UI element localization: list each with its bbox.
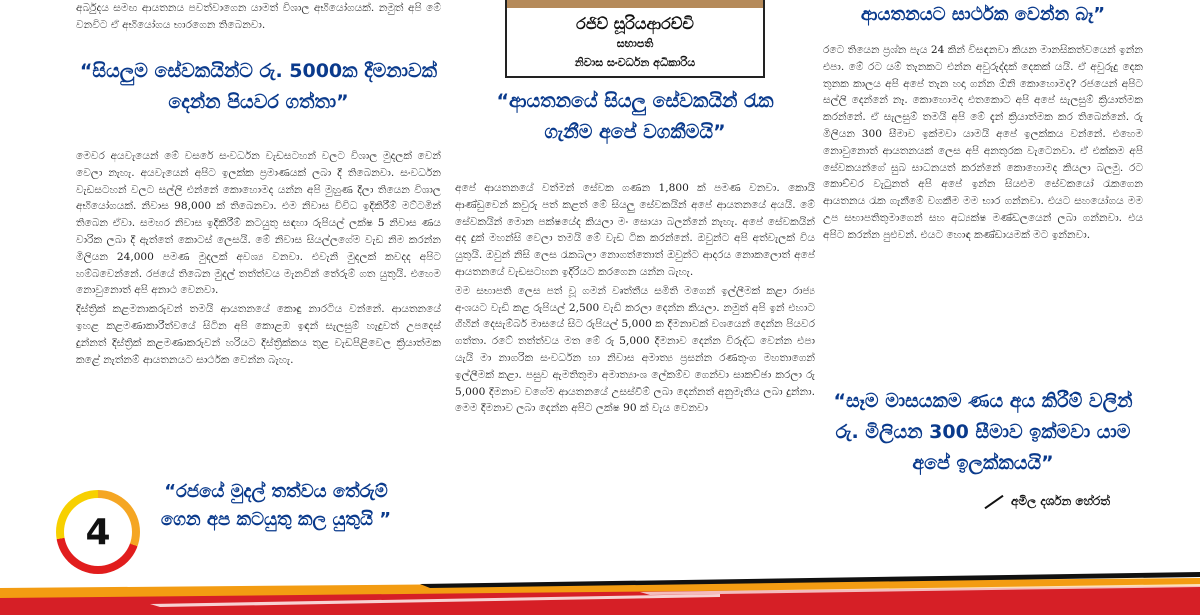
pull-quote: “රජයේ මුදල් තත්වය තේරුම් ගෙන අප කටයුතු කල යුතුයි ” (160, 481, 392, 530)
column-1-intro (76, 0, 441, 34)
author-name: අමිල දර්ශන හේරත් (1011, 494, 1111, 508)
column-1-body (76, 148, 441, 368)
page-number: 4 (85, 511, 111, 553)
organization-name: නිවාස සංවර්ධන අධිකාරිය (574, 56, 696, 69)
body-paragraph: රටෙ තියෙන ප්‍රශ්න පැය 24 කින් විසඳනවා කියන මානසිකත්වයෙන් ඉන්න එපා. මේ රට යම් තැනකට එන්න අවුරුද්දක් දෙකක් යයි. ඒ අවුරුදු දෙක තුනක කාලය අපි අපේ තැන හදා ගන්න ඕනි කොහොමද? රජයෙන් අපිට සල්ලි දෙන්නේ නෑ. කොහොමද එතකොට අපි අපේ සැලසුම් ක්‍රියාත්මක කරන්නේ. ඒ සැලසුම් තමයි අපි මේ දැන් ක්‍රියාත්මක කර තිබෙන්නේ. රු මිලියන 300 සීමාව ඉක්මවා යාමයි අපේ ඉලක්කය වන්නේ. එහෙම නොවුනොත් ආයතනයක් ලෙස අපි අනතුරක වැටෙනවා. ඒ එක්කම අපි සේවකයන්ගේ සුබ සාධනයත් කරන්නේ කොහොමද කියලා බලමු. රට කොච්චර වැටුනත් අපි අපේ ඉන්න සියළුම සේවකයෝ රැකගෙන ආයතනය රැක ගැනීමේ වගකීම මම භාර ගන්නවා. එයට සහයෝගය මම උප සභාපතිතුමාගෙන් සහ අධ්‍යක්ෂ මණ්ඩලයෙන් ලබා ගන්නවා. එය අපිට කරන්න පුළුවන්. එයට හොඳ කණ්ඩායමක් මට ඉන්නවා. (823, 44, 1143, 241)
portrait-band (507, 0, 763, 8)
body-paragraph: මම සභාපති ලෙස පත් වූ ගමන් වෘත්තීය සමිති මගෙන් ඉල්ලීමක් කළා රාජ්‍ය අංශයට වැඩි කළ රුපියල් 2,500 වැඩි කරලා දෙන්න කියලා. නමුත් අපි ඉන් එහාට ගිහින් දෙසැම්බර් මාසයේ සිට රුපියල් 5,000 ක දීමනාවක් වශයෙන් දෙන්න පියවර ගත්තා. රටේ තත්ත්වය මත මේ රු 5,000 දීමනාව දෙන්න විරුද්ධ වෙන්න එපා යැයි මා නාගරික සංවර්ධන හා නිවාස අමාත්‍ය ප්‍රසන්න රණතුංග මහතාගෙන් ඉල්ලීමක් කළා. පසුව ඇමතිතුමා අමාත්‍යාංශ ලේකම්ව ගෙන්වා සාකච්ඡා කරලා රු 5,000 දීමනාව වගේම ආයතනයේ උසස්වීම් ලබා දෙන්නත් අනුමැතිය ලබා දුන්නා. මෙම දීමනාව ලබා දෙන්න අපිට ලක්ෂ 90 ක් වැය වෙනවා (455, 284, 815, 415)
footer-stripes (0, 570, 1200, 615)
intro-paragraph: අර්බුදය සමඟ ආයතනය පවත්වාගෙන යාමත් විශාල අභියෝගයක්. නමුත් අපි මේ වනවිට ඒ අභියෝගය භාරගෙන තිබෙනවා. (76, 2, 441, 31)
chairman-nameplate (505, 0, 765, 78)
pull-quote: “සෑම මාසයකම ණය අය කිරීම් වලින් රු. මිලියන 300 සීමාව ඉක්මවා යාම අපේ ඉලක්කයයි” (833, 390, 1133, 474)
page-number-circle (64, 498, 132, 566)
body-paragraph: අපේ ආයතනයේ වත්මන් සේවක ගණන 1,800 ක් පමණ වනවා. කොයි ආණ්ඩුවෙන් කවුරු පත් කළත් මේ සියලු සේවකයින් අපේ ආයතනයේ අයයි. මේ සේවකයින් මොන පක්ෂයේද කියලා මං සොයා බලන්නේ නැහැ. අපේ සේවකයින් අද දුක් මහන්සි වෙලා තමයි මේ වැඩ ටික කරන්නේ. ඔවුන්ට අපි අත්වැලක් විය යුතුයි. ඔවුන් නිසි ලෙස රැකබලා නොගත්තොත් ඔවුන්ට ආදරය නොකලොත් අපේ ආයතනයේ වැඩසටහන ඉදිරියට කරගෙන යන්න බැහැ. (455, 182, 815, 278)
footer-stripes-graphic (0, 570, 1200, 615)
signature-slash-icon (984, 494, 1003, 508)
column-1-headline: “සියලුම සේවකයින්ට රු. 5000ක දීමනාවක් දෙන්න පියවර ගත්තා” (79, 60, 438, 113)
author-signature (983, 494, 1143, 509)
chairman-role: සභාපති (616, 37, 654, 50)
body-paragraph: දිස්ත්‍රික් කළමනාකරුවන් තමයි ආයතනයේ කොඳු නාරටිය වන්නේ. ආයතනයේ ඉහළ කළමණාකාරීත්වයේ සිටින අපි කොළඹ ඉඳන් සැලසුම් හැදුවත් උපදෙස් දුන්නත් දිස්ත්‍රික් කළමණාකරුවන් හරියට දිස්ත්‍රික්කය තුළ වැඩපිළිවෙල ක්‍රියාත්මක කළේ නැත්නම් ආයතනයට සාර්ථක වෙන්න බැහැ. (76, 303, 441, 366)
chairman-name: රජිව් සූරියආරච්චි (576, 14, 694, 33)
column-2-body (455, 180, 815, 417)
column-3-body (823, 42, 1143, 244)
column-3-headline-tail: ආයතනයට සාර්ථක වෙන්න බෑ” (860, 4, 1106, 25)
page-number-badge (56, 490, 140, 574)
body-paragraph: මෙවර අයවැයෙන් මේ වසරේ සංවර්ධන වැඩසටහන් වලට විශාල මුදලක් වෙන් වෙලා නැහැ. අයවැයෙන් අපිට ඉලක්ක ප්‍රමාණයක් ලබා දී තිබෙනවා. සංවර්ධන වැඩසටහන් වලට සල්ලි එන්නේ කොහොමද යන්න අපි මුහුණ දීලා තියෙන විශාල අභියෝගයක්. නිවාස 98,000 ක් තිබෙනවා. එම නිවාස විවිධ ඉදිකිරීම් මට්ටමින් තිබෙන ඒවා. සමහර නිවාස ඉදිකිරීම් කටයුතු සඳහා රුපියල් ලක්ෂ 5 නිවාස ණය වාරික ලබා දී ඇත්තේ කොටස් ලෙසයි. මේ නිවාස සියල්ලගේම වැඩ නිම කරන්න මිලියන 24,000 පමණ මුදලක් අවශ්‍ය වනවා. එවැනි මුදලක් කවදද අපිට හම්බවෙන්නේ. රජයේ තිබෙන මුදල් තත්ත්වය මැනවින් තේරුම් ගත යුතුයි. එහෙම නොවුනොත් අපි අනාථ වෙනවා. (76, 150, 441, 297)
column-2-headline: “ආයතනයේ සියලු සේවකයින් රැක ගැනීම අපේ වගකීමයි” (496, 90, 774, 143)
